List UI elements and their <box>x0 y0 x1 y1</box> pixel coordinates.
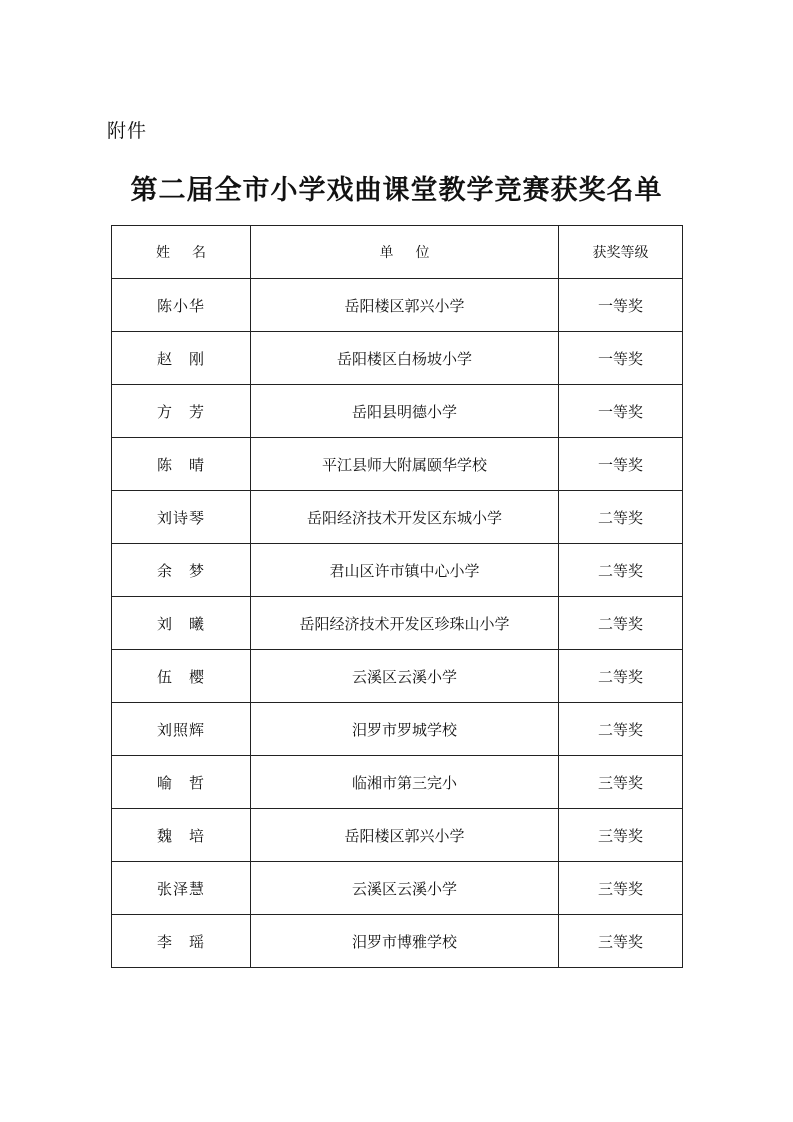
table-row <box>112 597 683 650</box>
unit-cell: 平江县师大附属颐华学校 <box>251 438 559 491</box>
table-row <box>112 756 683 809</box>
award-cell: 三等奖 <box>559 809 683 862</box>
award-cell: 一等奖 <box>559 385 683 438</box>
table-row <box>112 279 683 332</box>
unit-cell: 岳阳楼区郭兴小学 <box>251 809 559 862</box>
table-row <box>112 438 683 491</box>
unit-cell: 汨罗市罗城学校 <box>251 703 559 756</box>
table-row <box>112 544 683 597</box>
table-row <box>112 703 683 756</box>
name-cell: 刘照辉 <box>112 703 251 756</box>
table-row <box>112 862 683 915</box>
table-row <box>112 385 683 438</box>
unit-cell: 云溪区云溪小学 <box>251 862 559 915</box>
table-row <box>112 650 683 703</box>
page-title: 第二届全市小学戏曲课堂教学竞赛获奖名单 <box>130 175 663 206</box>
award-cell: 二等奖 <box>559 491 683 544</box>
table-row <box>112 915 683 968</box>
award-cell: 一等奖 <box>559 332 683 385</box>
name-cell: 刘诗琴 <box>112 491 251 544</box>
unit-cell: 君山区许市镇中心小学 <box>251 544 559 597</box>
name-cell: 喻 哲 <box>112 756 251 809</box>
unit-cell: 岳阳楼区郭兴小学 <box>251 279 559 332</box>
table-row <box>112 809 683 862</box>
table-row <box>112 491 683 544</box>
unit-cell: 汨罗市博雅学校 <box>251 915 559 968</box>
unit-cell: 岳阳楼区白杨坡小学 <box>251 332 559 385</box>
unit-cell: 临湘市第三完小 <box>251 756 559 809</box>
unit-cell: 云溪区云溪小学 <box>251 650 559 703</box>
column-header-unit: 单位 <box>251 226 559 279</box>
name-cell: 刘 曦 <box>112 597 251 650</box>
column-header-award: 获奖等级 <box>559 226 683 279</box>
award-cell: 一等奖 <box>559 279 683 332</box>
name-cell: 陈小华 <box>112 279 251 332</box>
table-header-row <box>112 226 683 279</box>
award-cell: 二等奖 <box>559 544 683 597</box>
attachment-label: 附件 <box>107 120 148 142</box>
award-table <box>111 225 683 968</box>
award-cell: 三等奖 <box>559 862 683 915</box>
unit-cell: 岳阳县明德小学 <box>251 385 559 438</box>
name-cell: 余 梦 <box>112 544 251 597</box>
name-cell: 李 瑶 <box>112 915 251 968</box>
unit-cell: 岳阳经济技术开发区珍珠山小学 <box>251 597 559 650</box>
name-cell: 陈 晴 <box>112 438 251 491</box>
award-cell: 二等奖 <box>559 703 683 756</box>
award-cell: 三等奖 <box>559 915 683 968</box>
award-cell: 二等奖 <box>559 650 683 703</box>
name-cell: 张泽慧 <box>112 862 251 915</box>
name-cell: 伍 樱 <box>112 650 251 703</box>
award-cell: 二等奖 <box>559 597 683 650</box>
unit-cell: 岳阳经济技术开发区东城小学 <box>251 491 559 544</box>
name-cell: 方 芳 <box>112 385 251 438</box>
column-header-name: 姓名 <box>112 226 251 279</box>
award-cell: 三等奖 <box>559 756 683 809</box>
table-row <box>112 332 683 385</box>
award-cell: 一等奖 <box>559 438 683 491</box>
name-cell: 赵 刚 <box>112 332 251 385</box>
name-cell: 魏 培 <box>112 809 251 862</box>
